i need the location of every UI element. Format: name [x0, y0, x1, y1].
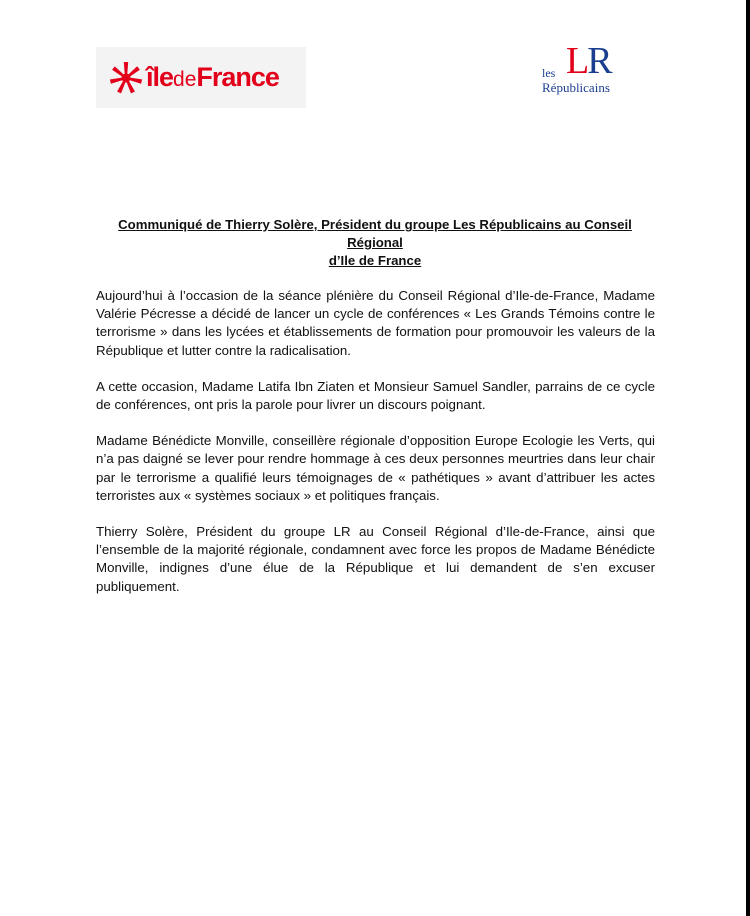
- document-body: [96, 287, 655, 614]
- wordmark-france: France: [196, 62, 279, 92]
- les-republicains-logo: [538, 42, 628, 98]
- wordmark-ile: île: [146, 62, 174, 92]
- lr-monogram-l: L: [566, 40, 588, 82]
- red-star-icon: [109, 61, 143, 95]
- paragraph-1: Aujourd’hui à l’occasion de la séance plénière du Conseil Régional d’Ile-de-France, Madame Valérie Pécresse a décidé de lancer un cycle de conférences « Les Grands Témoins contre le terrorisme » dans les lycées et établissements de formation pour promouvoir les valeurs de la République et lutter contre la radicalisation.: [96, 288, 655, 358]
- paragraph-4: Thierry Solère, Président du groupe LR au Conseil Régional d’Ile-de-France, ainsi que l’ensemble de la majorité régionale, condamnent avec force les propos de Madame Bénédicte Monville, indignes d’une élue de la République et lui demandent de s’en excuser publiquement.: [96, 524, 655, 594]
- ile-de-france-logo: [96, 47, 306, 108]
- title-line-2: d’Ile de France: [328, 253, 422, 268]
- paragraph-3: Madame Bénédicte Monville, conseillère régionale d’opposition Europe Ecologie les Verts, qui n’a pas daigné se lever pour rendre hommage à ces deux personnes meurtries dans leur chair par le terrorisme a qualifié leurs témoignages de « pathétiques » avant d’attribuer les actes terroristes aux « systèmes sociaux » et politiques français.: [96, 433, 655, 503]
- page-edge-border: [746, 0, 750, 916]
- document-title: [96, 216, 654, 270]
- lr-monogram: [566, 42, 611, 80]
- paragraph-2: A cette occasion, Madame Latifa Ibn Ziaten et Monsieur Samuel Sandler, parrains de ce cycle de conférences, ont pris la parole pour livrer un discours poignant.: [96, 378, 655, 413]
- title-line-1: Communiqué de Thierry Solère, Président du groupe Les Républicains au Conseil Régional: [118, 217, 632, 250]
- lr-les-text: les: [542, 66, 556, 80]
- wordmark-de: de: [173, 68, 197, 91]
- lr-republicains-text: Républicains: [542, 80, 610, 95]
- ile-de-france-wordmark: [146, 64, 279, 91]
- lr-monogram-r: R: [587, 40, 611, 82]
